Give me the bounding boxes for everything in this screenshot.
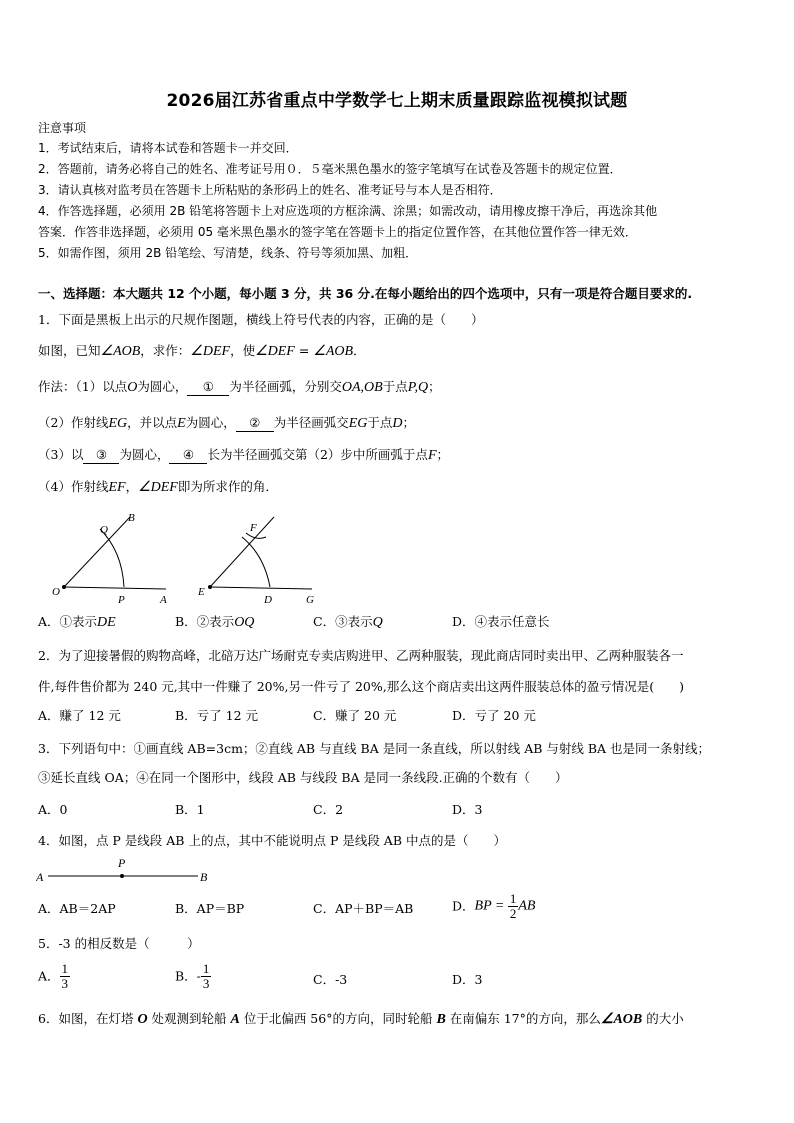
q1-figure [50,507,340,607]
q1-option-a[interactable]: A．①表示DE [38,614,116,630]
q5-stem: 5．-3 的相反数是（ ） [38,936,200,951]
q2-option-c[interactable]: C．赚了 20 元 [313,708,397,723]
q1-option-c[interactable]: C．③表示Q [313,614,383,630]
label-b: B [200,870,208,884]
notice-item: 1．考试结束后，请将本试卷和答题卡一并交回． [38,141,298,155]
notice-heading: 注意事项 [38,121,87,135]
label-f: F [250,522,257,534]
q4-option-a[interactable]: A．AB＝2AP [38,901,116,916]
q4-stem: 4．如图，点 P 是线段 AB 上的点，其中不能说明点 P 是线段 AB 中点的是（ ） [38,833,506,848]
label-p: P [118,856,126,870]
q5-option-a[interactable]: A． $\frac{1}{3}$ [38,961,69,991]
notice-item: 答案．作答非选择题，必须用 05 毫米黑色墨水的签字笔在答题卡上的指定位置作答，在其他位置作答一律无效． [38,225,637,239]
q3-option-d[interactable]: D．3 [452,802,483,817]
ray-oa [64,587,166,589]
q2-option-d[interactable]: D．亏了 20 元 [452,708,536,723]
q1-step2: （2）作射线EG，并以点E为圆心， ② 为半径画弧交EG于点D； [38,415,416,431]
q5-option-c[interactable]: C．-3 [313,972,348,987]
label-o: O [52,586,60,598]
q2-line1: 2．为了迎接暑假的购物高峰，北碚万达广场耐克专卖店购进甲、乙两种服装，现此商店同时卖出甲、乙两种服装各一 [38,648,684,663]
ray-eg [210,587,312,589]
arc-pq [100,529,124,587]
label-a: A [36,870,44,884]
label-d: D [264,594,272,606]
q1-option-d[interactable]: D．④表示任意长 [452,614,550,629]
blank-3: ③ [83,447,119,464]
q6-stem: 6．如图，在灯塔 O 处观测到轮船 A 位于北偏西 56°的方向，同时轮船 B 在南偏东 17°的方向，那么∠AOB 的大小 [38,1011,684,1027]
q1-step3: （3）以 ③ 为圆心， ④ 长为半径画弧交第（2）步中所画弧于点F； [38,447,450,463]
q2-option-a[interactable]: A．赚了 12 元 [38,708,121,723]
q1-step4: （4）作射线EF，∠DEF即为所求作的角． [38,479,278,495]
notice-item: 3．请认真核对监考员在答题卡上所粘贴的条形码上的姓名、准考证号与本人是否相符． [38,183,502,197]
label-e: E [198,586,205,598]
blank-2: ② [236,415,274,432]
q4-option-d[interactable]: D．BP = $\frac{1}{2}$ AB [452,891,536,921]
q5-option-d[interactable]: D．3 [452,972,483,987]
q2-option-b[interactable]: B．亏了 12 元 [175,708,259,723]
fraction-one-third: $\frac{1}{3}$ [202,961,210,991]
point-p [120,874,124,878]
notice-item: 2．答题前，请务必将自己的姓名、准考证号用０．５毫米黑色墨水的签字笔填写在试卷及答题卡的规定位置． [38,162,622,176]
section-heading: 一、选择题：本大题共 12 个小题，每小题 3 分，共 36 分.在每小题给出的四个选项中，只有一项是符合题目要求的. [38,286,693,301]
q3-option-c[interactable]: C．2 [313,802,344,817]
q1-given: 如图，已知∠AOB，求作：∠DEF，使∠DEF = ∠AOB． [38,343,366,359]
q1-step1: 作法：（1）以点O为圆心， ① 为半径画弧，分别交OA,OB于点P,Q； [38,379,441,395]
arc-d [242,537,270,587]
label-g: G [306,594,314,606]
point-o [62,585,66,589]
page-title: 2026届江苏省重点中学数学七上期末质量跟踪监视模拟试题 [166,91,628,111]
label-b: B [128,512,135,524]
q5-option-b[interactable]: B．- $\frac{1}{3}$ [175,961,210,991]
q3-option-b[interactable]: B．1 [175,802,205,817]
blank-4: ④ [169,447,207,464]
blank-1: ① [187,379,229,396]
q4-option-c[interactable]: C．AP＋BP＝AB [313,901,414,916]
fraction-one-third: $\frac{1}{3}$ [61,961,69,991]
label-a: A [160,594,167,606]
label-p: P [118,594,125,606]
ray-ef [210,517,274,587]
q3-line1: 3．下列语句中：①画直线 AB=3cm；②直线 AB 与直线 BA 是同一条直线，所以射线 AB 与射线 BA 也是同一条射线； [38,741,711,756]
notice-item: 4．作答选择题，必须用 2B 铅笔将答题卡上对应选项的方框涂满、涂黑；如需改动，请用橡皮擦干净后，再选涂其他 [38,204,658,218]
q4-segment-figure [36,856,216,886]
fraction-one-half: $\frac{1}{2}$ [509,891,517,921]
point-e [208,585,212,589]
q1-stem: 1．下面是黑板上出示的尺规作图题，横线上符号代表的内容，正确的是（ ） [38,312,484,327]
label-q: Q [100,524,108,536]
notice-item: 5．如需作图，须用 2B 铅笔绘、写清楚，线条、符号等须加黑、加粗． [38,246,418,260]
q3-option-a[interactable]: A．0 [38,802,68,817]
q1-option-b[interactable]: B．②表示OQ [175,614,255,630]
q2-line2: 件,每件售价都为 240 元,其中一件赚了 20%,另一件亏了 20%,那么这个商店卖出这两件服装总体的盈亏情况是( ) [38,679,684,694]
q4-option-b[interactable]: B．AP＝BP [175,901,245,916]
q3-line2: ③延长直线 OA；④在同一个图形中，线段 AB 与线段 BA 是同一条线段.正确的个数有（ ） [38,770,568,785]
ray-ob [64,517,130,587]
